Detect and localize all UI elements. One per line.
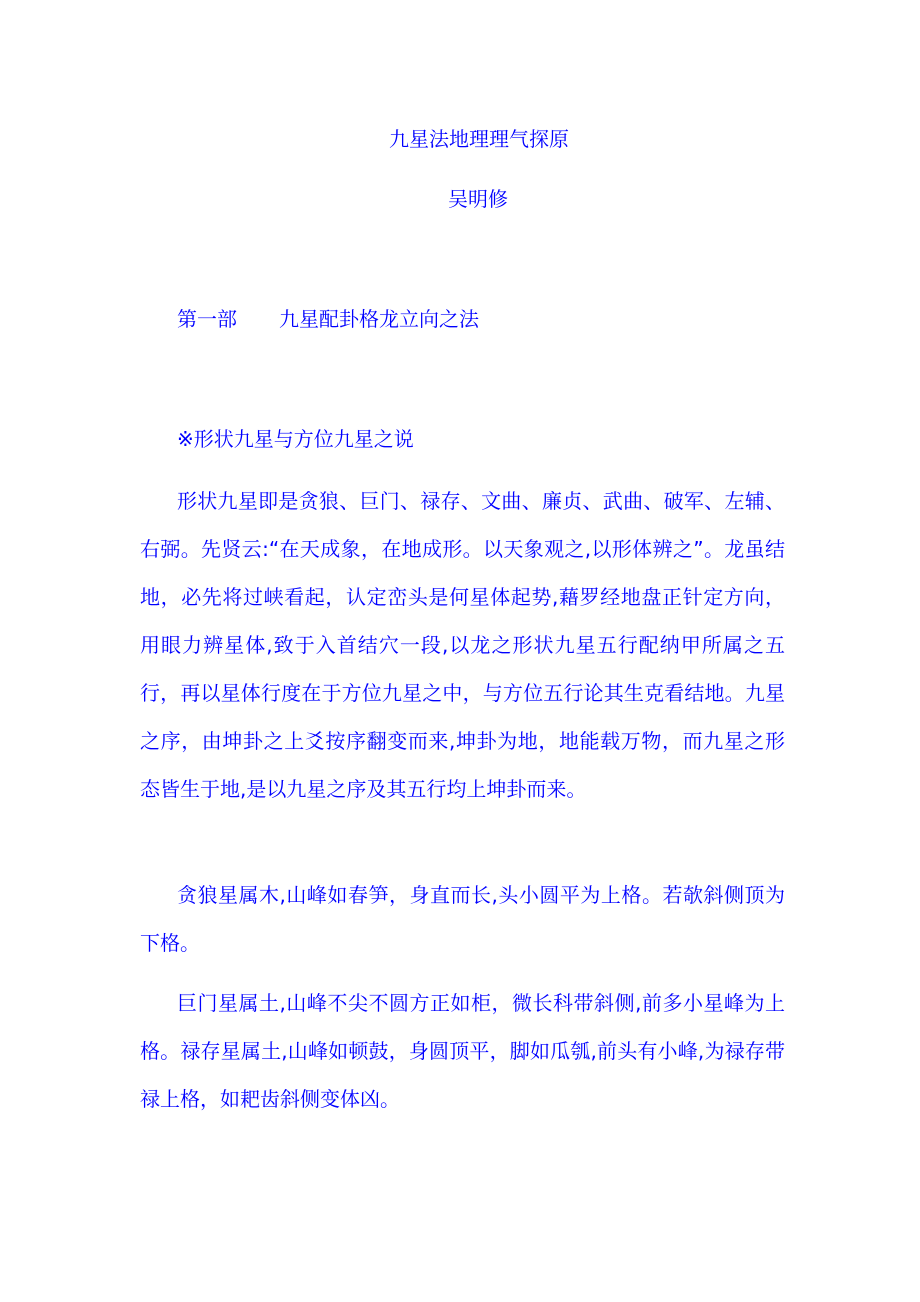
section-heading [177, 304, 479, 334]
body-paragraph-3: 巨门星属土,山峰不尖不圆方正如柜，微长科带斜侧,前多小星峰为上格。禄存星属土,山峰如顿鼓，身圆顶平，脚如瓜瓠,前头有小峰,为禄存带禄上格，如耙齿斜侧变体凶。 [140, 991, 785, 1111]
document-author: 吴明修 [448, 187, 508, 211]
document-title: 九星法地理理气探原 [389, 127, 569, 151]
section-title: 九星配卦格龙立向之法 [279, 307, 479, 331]
section-part-label: 第一部 [177, 307, 237, 331]
subheading: ※形状九星与方位九星之说 [177, 427, 414, 451]
body-paragraph-1: 形状九星即是贪狼、巨门、禄存、文曲、廉贞、武曲、破军、左辅、右弼。先贤云:“在天成象，在地成形。以天象观之,以形体辨之”。龙虽结地，必先将过峡看起，认定峦头是何星体起势,藉罗经地盘正针定方向，用眼力辨星体,致于入首结穴一段,以龙之形状九星五行配纳甲所属之五行，再以星体行度在于方位九星之中，与方位五行论其生克看结地。九星之序，由坤卦之上爻按序翻变而来,坤卦为地，地能载万物，而九星之形态皆生于地,是以九星之序及其五行均上坤卦而来。 [140, 489, 785, 801]
body-paragraph-2: 贪狼星属木,山峰如春笋，身直而长,头小圆平为上格。若欹斜侧顶为下格。 [140, 883, 785, 955]
